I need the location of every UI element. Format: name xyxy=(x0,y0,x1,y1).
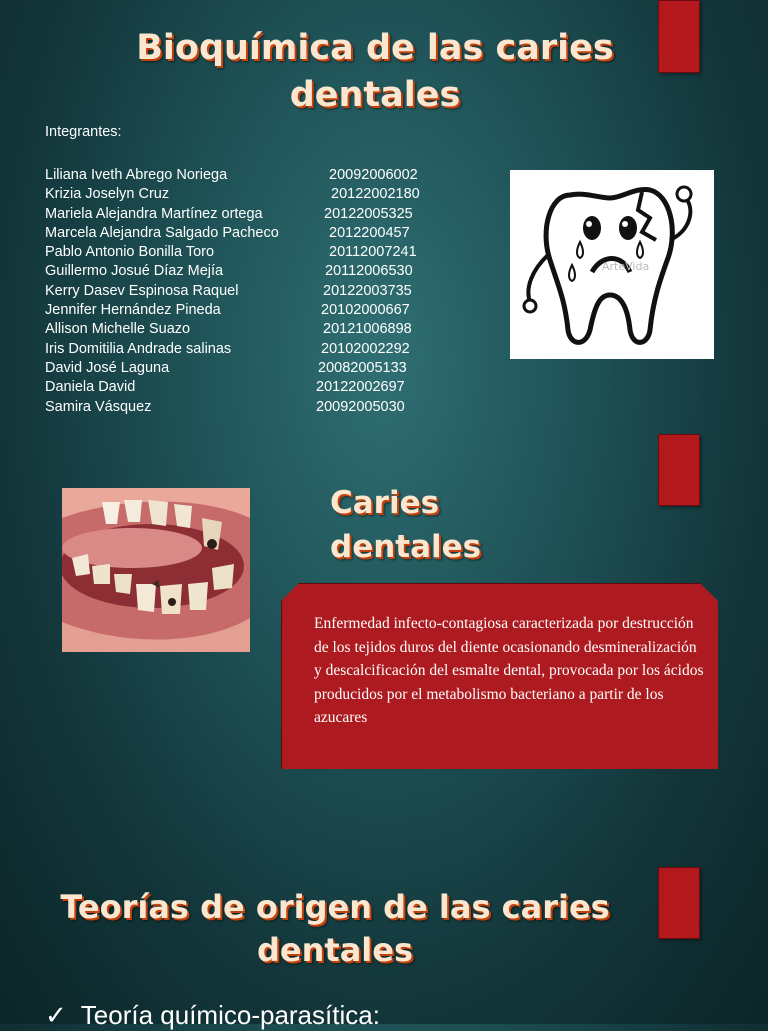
slide2-title: Caries dentales xyxy=(330,485,482,565)
slide1-title xyxy=(40,25,710,119)
member-name: Daniela David xyxy=(45,379,136,396)
member-name: Jennifer Hernández Pineda xyxy=(45,302,221,319)
member-name: Guillermo Josué Díaz Mejía xyxy=(45,263,224,280)
slide1-title-line1: Bioquímica de las caries xyxy=(136,28,614,68)
member-row xyxy=(45,301,410,320)
slide1-title-line2: dentales xyxy=(289,75,461,115)
red-corner-tab-3 xyxy=(658,867,700,939)
checkmark-icon: ✓ xyxy=(45,1000,67,1030)
theory-bullet-1 xyxy=(45,1000,380,1031)
member-row xyxy=(45,243,417,262)
member-row xyxy=(45,398,405,417)
member-name: Iris Domitilia Andrade salinas xyxy=(45,340,232,357)
member-row xyxy=(45,166,418,185)
member-name: Pablo Antonio Bonilla Toro xyxy=(45,244,215,261)
member-row xyxy=(45,224,410,243)
member-row xyxy=(45,205,413,224)
member-row xyxy=(45,282,412,301)
member-row xyxy=(45,262,413,281)
member-id: 20092005030 xyxy=(316,398,405,415)
member-name: Liliana Iveth Abrego Noriega xyxy=(45,167,228,183)
member-id: 20122003735 xyxy=(323,282,412,299)
slide3-title-line1: Teorías de origen de las caries xyxy=(60,888,610,926)
definition-text: Enfermedad infecto-contagiosa caracterizada por destrucción de los tejidos duros del diente ocasionando desmineralización y descalcificación del esmalte dental, provocada por los ácidos producidos por el metabolismo bacteriano a partir de los azucares xyxy=(314,615,704,727)
member-name: Samira Vásquez xyxy=(45,398,152,415)
watermark-text: ArteVida xyxy=(602,260,650,273)
mouth-photo-drawing xyxy=(62,488,250,652)
member-name: Mariela Alejandra Martínez ortega xyxy=(45,205,263,222)
member-rows xyxy=(45,166,420,417)
member-id: 20112007241 xyxy=(329,244,417,261)
member-id: 20122005325 xyxy=(324,205,413,222)
red-corner-tab-2 xyxy=(658,434,700,506)
member-id: 20122002180 xyxy=(331,186,420,203)
member-row xyxy=(45,359,407,378)
sad-tooth-drawing xyxy=(510,170,714,359)
member-name: David José Laguna xyxy=(45,359,170,376)
member-id: 20121006898 xyxy=(323,321,412,338)
member-id: 20122002697 xyxy=(316,379,405,396)
member-name: Allison Michelle Suazo xyxy=(45,321,191,338)
dental-caries-photo xyxy=(62,488,250,652)
member-id: 20082005133 xyxy=(318,359,407,376)
member-row xyxy=(45,340,410,359)
member-row xyxy=(45,378,405,397)
member-name: Kerry Dasev Espinosa Raquel xyxy=(45,282,239,299)
member-id: 2012200457 xyxy=(329,224,410,241)
member-id: 20102000667 xyxy=(321,302,410,319)
members-list xyxy=(45,124,420,417)
member-row xyxy=(45,320,412,339)
member-id: 20092006002 xyxy=(329,167,418,183)
member-id: 20102002292 xyxy=(321,340,410,357)
slide3-title-line2: dentales xyxy=(257,931,413,969)
member-name: Marcela Alejandra Salgado Pacheco xyxy=(45,224,279,241)
sad-tooth-image xyxy=(510,170,714,359)
members-label: Integrantes: xyxy=(45,124,122,140)
member-name: Krizia Joselyn Cruz xyxy=(45,186,170,203)
member-row xyxy=(45,185,420,204)
member-id: 20112006530 xyxy=(325,263,413,280)
theory-bullet-1-text: Teoría químico-parasítica: xyxy=(80,1000,380,1030)
slide3-title xyxy=(40,886,630,972)
